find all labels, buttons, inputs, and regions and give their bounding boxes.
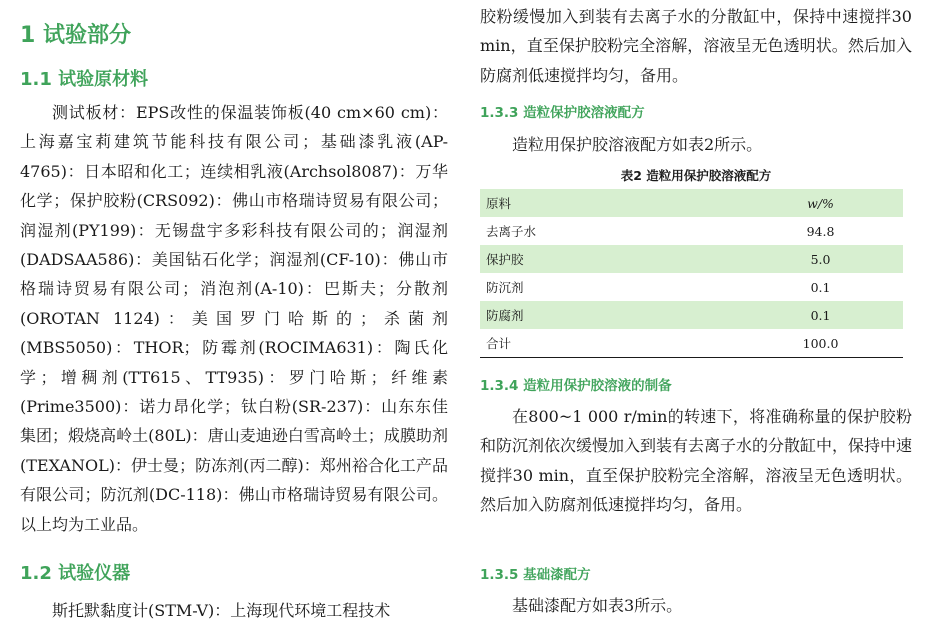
section-heading-1: 1 试验部分 bbox=[20, 23, 131, 48]
dissolution-paragraph: 胶粉缓慢加入到装有去离子水的分散缸中，保持中速搅拌30 min，直至保护胶粉完全溶解，溶液呈无色透明状。然后加入防腐剂低速搅拌均匀，备用。 bbox=[480, 7, 912, 85]
table-total-row bbox=[480, 329, 903, 358]
table-header-material: 原料 bbox=[486, 196, 512, 211]
table-row bbox=[480, 301, 903, 329]
table-header-row bbox=[480, 189, 903, 217]
table-cell-value: 0.1 bbox=[810, 307, 831, 323]
table-cell-value: 5.0 bbox=[810, 251, 831, 267]
section-heading-1-3-5: 1.3.5 基础漆配方 bbox=[480, 567, 591, 583]
table-2-caption: 表2 造粒用保护胶溶液配方 bbox=[620, 168, 772, 183]
table-cell-material: 去离子水 bbox=[486, 224, 537, 239]
table-header-mass-fraction: w/% bbox=[807, 195, 834, 211]
table-row bbox=[480, 245, 903, 273]
materials-paragraph: 测试板材：EPS改性的保温装饰板(40 cm×60 cm)：上海嘉宝莉建筑节能科技有限公司；基础漆乳液(AP-4765)：日本昭和化工；连续相乳液(Archsol8087)：万华化学；保护胶粉(CRS092)：佛山市格瑞诗贸易有限公司；润湿剂(PY199)：无锡盘宇多彩科技有限公司的；润湿剂(DADSAA586)：美国钻石化学；润湿剂(CF-10)：佛山市格瑞诗贸易有限公司；消泡剂(A-10)：巴斯夫；分散剂(OROTAN 1124)：美国罗门哈斯的；杀菌剂(MBS5050)：THOR；防霉剂(ROCIMA631)：陶氏化学；增稠剂(TT615、TT935)：罗门哈斯；纤维素(Prime3500)：诺力昂化学；钛白粉(SR-237)：山东东佳集团；煅烧高岭土(80L)：唐山麦迪逊白雪高岭土；成膜助剂(TEXANOL)：伊士曼；防冻剂(丙二醇)：郑州裕合化工产品有限公司；防沉剂(DC-118)：佛山市格瑞诗贸易有限公司。以上均为工业品。 bbox=[20, 103, 448, 534]
table-cell-material: 防腐剂 bbox=[486, 308, 524, 323]
table-cell-value: 94.8 bbox=[806, 223, 835, 239]
protective-glue-formula-table bbox=[480, 189, 903, 358]
section-heading-1-1: 1.1 试验原材料 bbox=[20, 69, 149, 90]
section-heading-1-3-4: 1.3.4 造粒用保护胶溶液的制备 bbox=[480, 378, 672, 394]
table-cell-material: 防沉剂 bbox=[486, 280, 524, 295]
base-paint-intro-paragraph: 基础漆配方如表3所示。 bbox=[512, 596, 683, 615]
table-cell-material: 保护胶 bbox=[486, 252, 524, 267]
table-row bbox=[480, 217, 903, 245]
table-row bbox=[480, 273, 903, 301]
preparation-paragraph: 在800~1 000 r/min的转速下，将准确称量的保护胶粉和防沉剂依次缓慢加入到装有去离子水的分散缸中，保持中速搅拌30 min，直至保护胶粉完全溶解，溶液呈无色透明状。然后加入防腐剂低速搅拌均匀，备用。 bbox=[480, 407, 913, 515]
section-heading-1-3-3: 1.3.3 造粒保护胶溶液配方 bbox=[480, 105, 645, 121]
table-cell-value: 0.1 bbox=[810, 279, 831, 295]
section-heading-1-2: 1.2 试验仪器 bbox=[20, 563, 131, 584]
formula-intro-paragraph: 造粒用保护胶溶液配方如表2所示。 bbox=[512, 135, 763, 154]
instruments-paragraph: 斯托默黏度计(STM-V)：上海现代环境工程技术 bbox=[52, 601, 391, 620]
table-cell-material: 合计 bbox=[480, 329, 738, 358]
table-cell-value: 100.0 bbox=[738, 329, 903, 358]
